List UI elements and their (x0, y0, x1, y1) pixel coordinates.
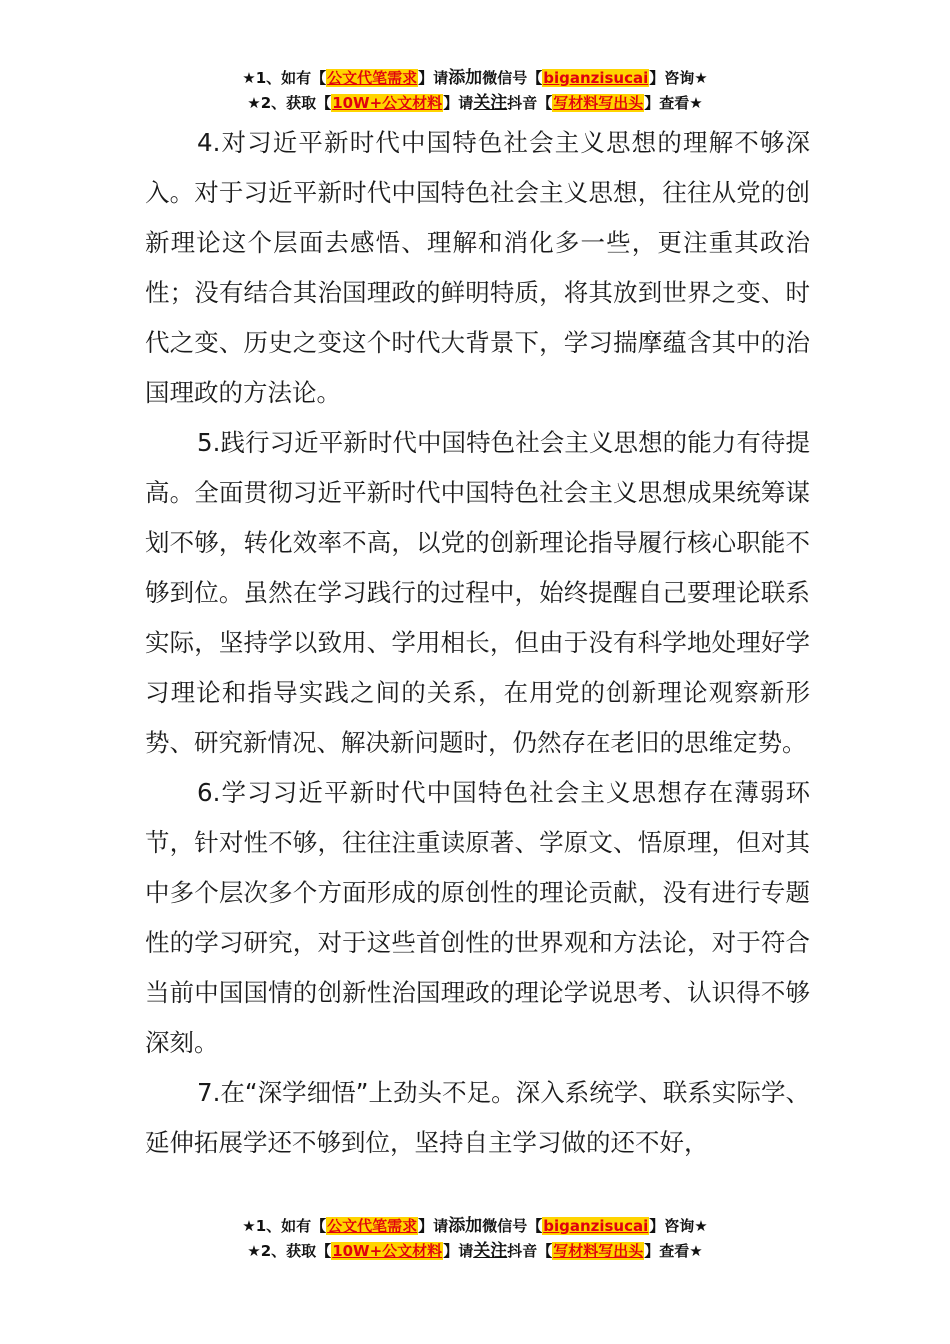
footer-banner (0, 1214, 950, 1264)
banner-highlight: 10W+公文材料 (332, 94, 443, 112)
banner-line-2 (0, 1239, 950, 1264)
banner-highlight: 公文代笔需求 (327, 1217, 418, 1235)
banner-text: ★1、如有【 (242, 1217, 327, 1235)
banner-text: 】咨询★ (649, 1217, 708, 1235)
banner-text: 】查看★ (644, 1242, 703, 1260)
banner-highlight-wechat: biganzisucai (543, 69, 649, 87)
banner-line-1 (0, 1214, 950, 1239)
paragraph-text: 6.学习习近平新时代中国特色社会主义思想存在薄弱环节，针对性不够，往往注重读原著、学原文、悟原理，但对其中多个层次多个方面形成的原创性的理论贡献，没有进行专题性的学习研究，对于这些首创性的世界观和方法论，对于符合当前中国国情的创新性治国理政的理论学说思考、认识得不够深刻。 (145, 778, 810, 1057)
banner-line-2 (0, 91, 950, 116)
banner-text: ★2、获取【 (247, 1242, 332, 1260)
banner-emphasis: 关注 (473, 93, 508, 113)
banner-text: 抖音【 (507, 94, 553, 112)
banner-text: 】请 (443, 1242, 474, 1260)
banner-highlight-douyin: 写材料写出头 (553, 1242, 644, 1260)
header-banner (0, 66, 950, 116)
banner-emphasis: 添加 (448, 1216, 483, 1236)
banner-text: 】咨询★ (649, 69, 708, 87)
banner-text: 】请 (443, 94, 474, 112)
banner-emphasis: 添加 (448, 68, 483, 88)
banner-text: ★2、获取【 (247, 94, 332, 112)
banner-highlight-douyin: 写材料写出头 (553, 94, 644, 112)
paragraph-text: 7.在“深学细悟”上劲头不足。深入系统学、联系实际学、延伸拓展学还不够到位，坚持自主学习做的还不好， (145, 1078, 810, 1157)
banner-text: 微信号【 (482, 69, 543, 87)
banner-text: 】请 (418, 69, 449, 87)
banner-highlight: 10W+公文材料 (332, 1242, 443, 1260)
document-body (145, 118, 810, 1168)
paragraph-7 (145, 1068, 810, 1168)
paragraph-5 (145, 418, 810, 768)
banner-text: 】请 (418, 1217, 449, 1235)
banner-highlight: 公文代笔需求 (327, 69, 418, 87)
banner-text: ★1、如有【 (242, 69, 327, 87)
banner-text: 微信号【 (482, 1217, 543, 1235)
paragraph-text: 4.对习近平新时代中国特色社会主义思想的理解不够深入。对于习近平新时代中国特色社会主义思想，往往从党的创新理论这个层面去感悟、理解和消化多一些，更注重其政治性；没有结合其治国理政的鲜明特质，将其放到世界之变、时代之变、历史之变这个时代大背景下，学习揣摩蕴含其中的治国理政的方法论。 (145, 128, 810, 407)
banner-text: 抖音【 (507, 1242, 553, 1260)
paragraph-4 (145, 118, 810, 418)
banner-highlight-wechat: biganzisucai (543, 1217, 649, 1235)
banner-emphasis: 关注 (473, 1241, 508, 1261)
paragraph-text: 5.践行习近平新时代中国特色社会主义思想的能力有待提高。全面贯彻习近平新时代中国特色社会主义思想成果统筹谋划不够，转化效率不高，以党的创新理论指导履行核心职能不够到位。虽然在学习践行的过程中，始终提醒自己要理论联系实际，坚持学以致用、学用相长，但由于没有科学地处理好学习理论和指导实践之间的关系，在用党的创新理论观察新形势、研究新情况、解决新问题时，仍然存在老旧的思维定势。 (145, 428, 810, 757)
banner-text: 】查看★ (644, 94, 703, 112)
paragraph-6 (145, 768, 810, 1068)
banner-line-1 (0, 66, 950, 91)
